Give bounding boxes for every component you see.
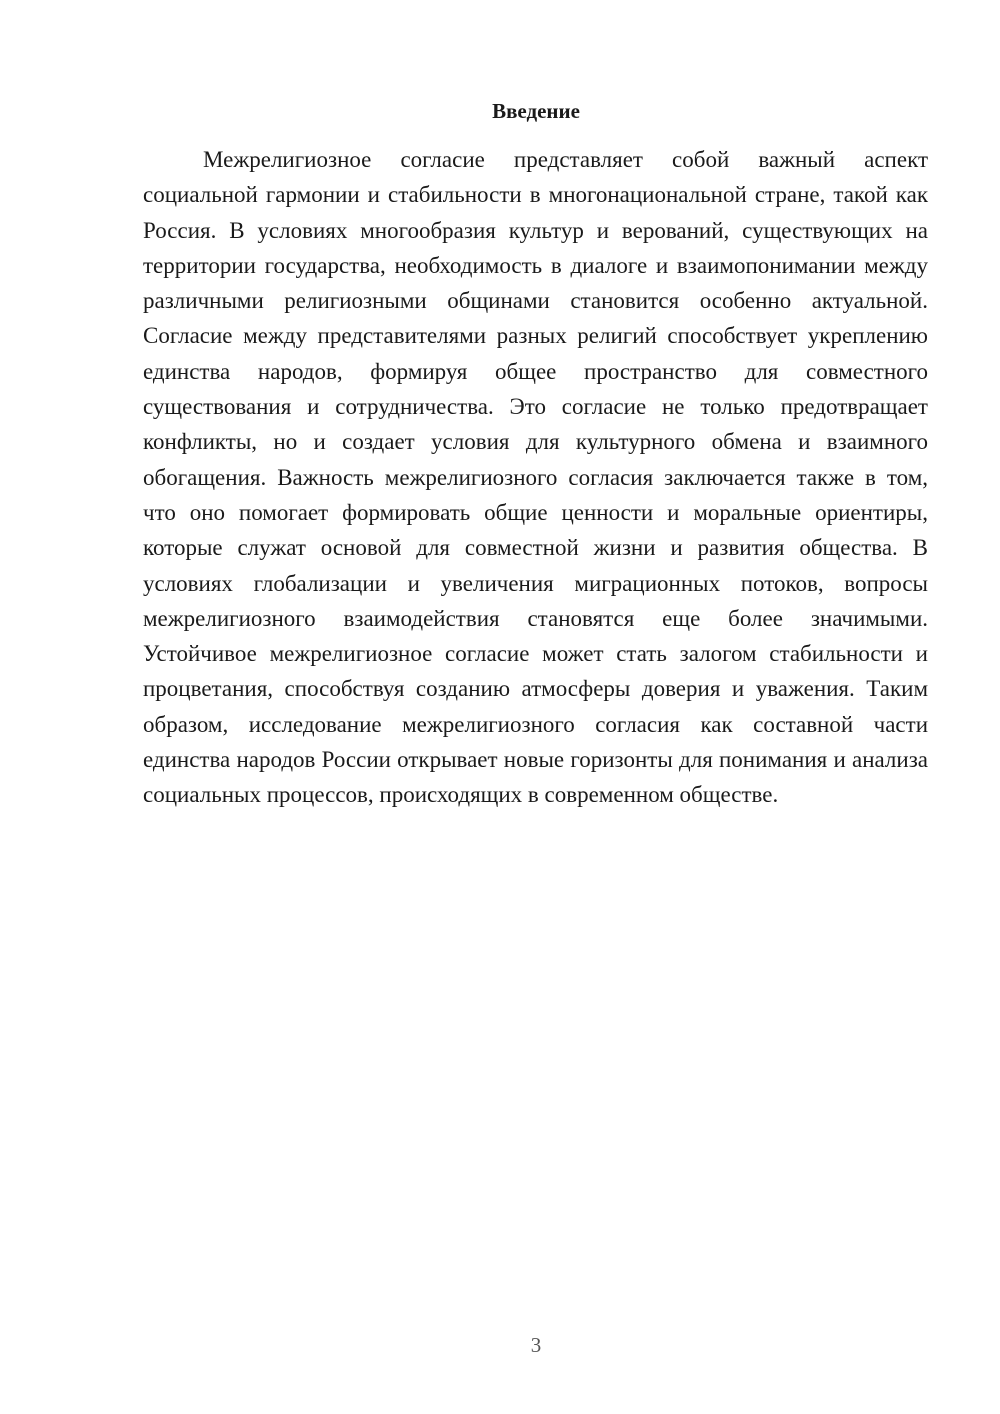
page-number: 3 xyxy=(530,1333,542,1357)
body-paragraph: Межрелигиозное согласие представляет собой важный аспект социальной гармонии и стабильности в многонациональной стране, такой как Россия. В условиях многообразия культур и верований, существующих на территории государства, необходимость в диалоге и взаимопонимании между различными религиозными общинами становится особенно актуальной. Согласие между представителями разных религий способствует укреплению единства народов, формируя общее пространство для совместного существования и сотрудничества. Это согласие не только предотвращает конфликты, но и создает условия для культурного обмена и взаимного обогащения. Важность межрелигиозного согласия заключается также в том, что оно помогает формировать общие ценности и моральные ориентиры, которые служат основой для совместной жизни и развития общества. В условиях глобализации и увеличения миграционных потоков, вопросы межрелигиозного взаимодействия становятся еще более значимыми. Устойчивое межрелигиозное согласие может стать залогом стабильности и процветания, способствуя созданию атмосферы доверия и уважения. Таким образом, исследование межрелигиозного согласия как составной части единства народов России открывает новые горизонты для понимания и анализа социальных процессов, происходящих в современном обществе. xyxy=(143,147,928,808)
section-heading: Введение xyxy=(492,99,580,123)
